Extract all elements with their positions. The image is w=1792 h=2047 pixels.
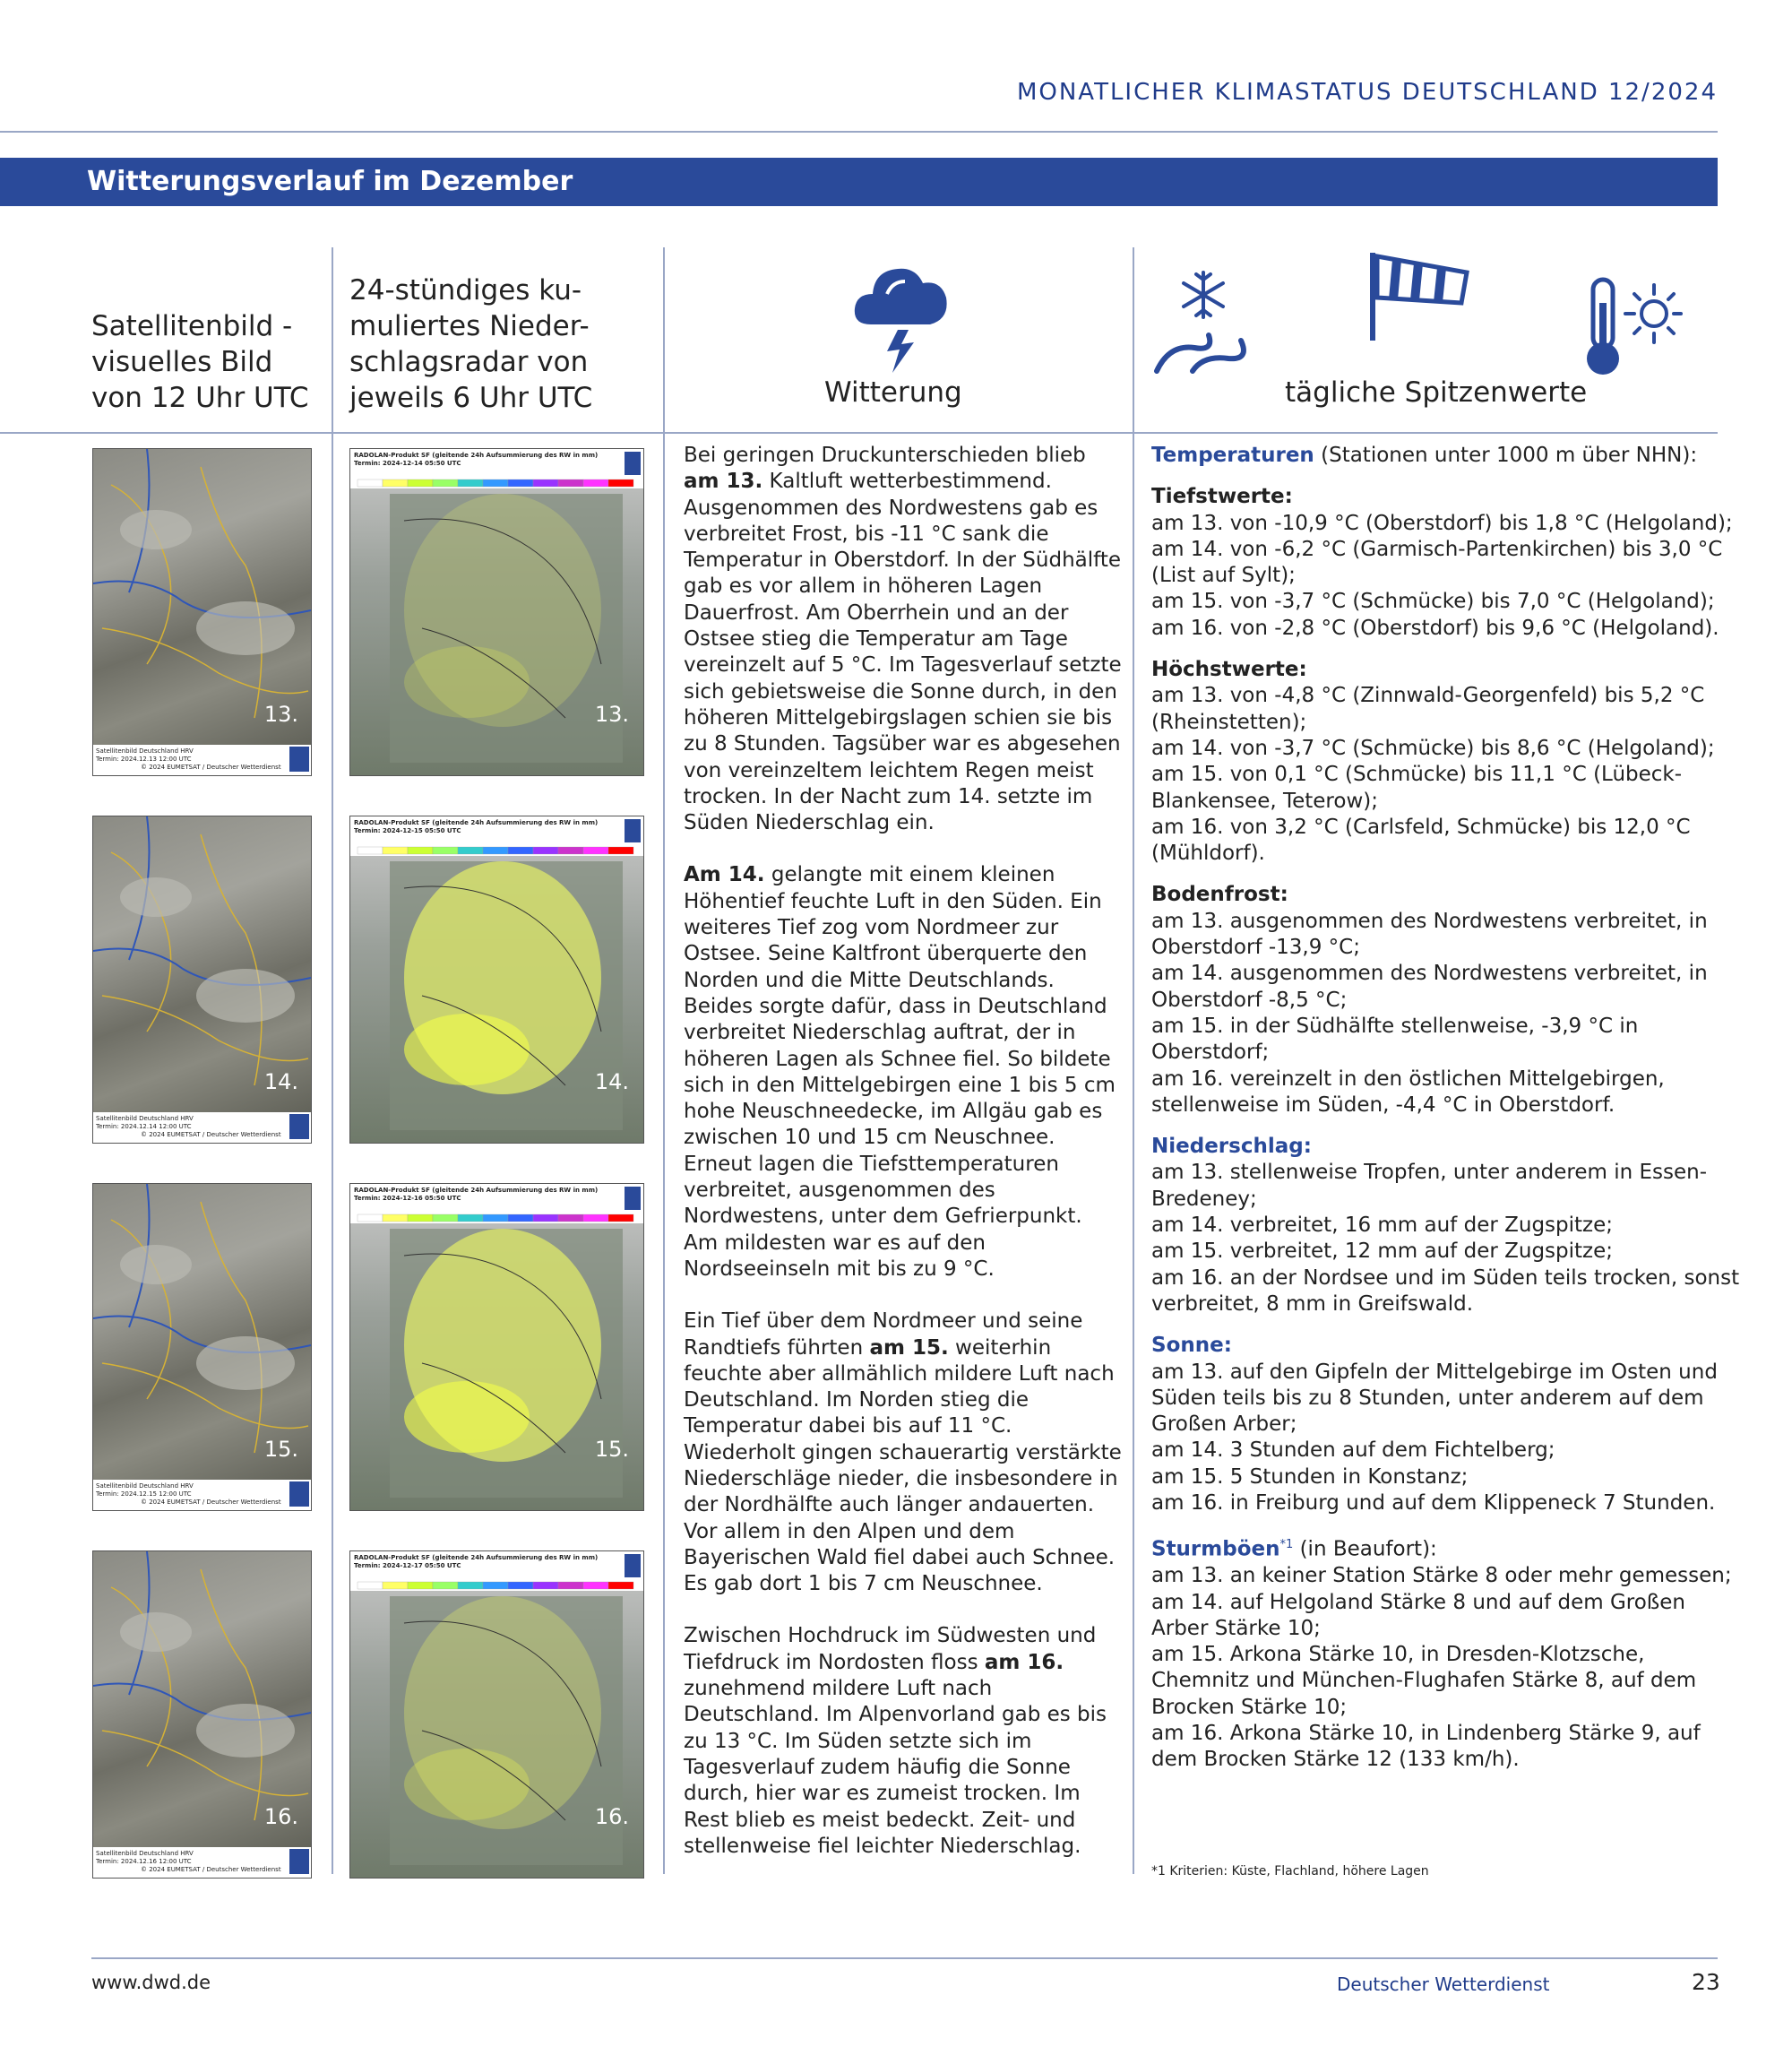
running-header: MONATLICHER KLIMASTATUS DEUTSCHLAND 12/2024	[1016, 79, 1718, 106]
col-header-satellite	[91, 308, 309, 416]
footer-org: Deutscher Wetterdienst	[1337, 1974, 1550, 1995]
gust-item: am 14. auf Helgoland Stärke 8 und auf dem Großen Arber Stärke 10;	[1151, 1590, 1686, 1640]
caption-line: Satellitenbild Deutschland HRV	[96, 1482, 194, 1490]
column-header-rule	[0, 432, 1718, 434]
caption-line: Termin: 2024-12-16 05:50 UTC	[354, 1195, 461, 1202]
footnote: *1 Kriterien: Küste, Flachland, höhere Lagen	[1151, 1864, 1429, 1879]
caption-line: © 2024 EUMETSAT / Deutscher Wetterdienst	[141, 1499, 281, 1506]
frost-title: Bodenfrost:	[1151, 883, 1288, 907]
col-header-line: 24-stündiges ku-	[349, 274, 582, 307]
precip-item: am 14. verbreitet, 16 mm auf der Zugspitze;	[1151, 1214, 1614, 1238]
col-separator-2	[663, 247, 665, 1874]
precip-block	[1151, 1134, 1741, 1317]
gust-item: am 13. an keiner Station Stärke 8 oder mehr gemessen;	[1151, 1564, 1732, 1588]
radar-image	[349, 1550, 644, 1879]
max-item: am 16. von 3,2 °C (Carlsfeld, Schmücke) bis 12,0 °C (Mühldorf).	[1151, 815, 1691, 866]
caption-line: RADOLAN-Produkt SF (gleitende 24h Aufsummierung des RW in mm)	[354, 819, 599, 826]
min-title: Tiefstwerte:	[1151, 485, 1293, 509]
day-label: 13.	[594, 702, 629, 727]
caption-line: RADOLAN-Produkt SF (gleitende 24h Aufsummierung des RW in mm)	[354, 1187, 599, 1194]
gust-item: am 16. Arkona Stärke 10, in Lindenberg Stärke 9, auf dem Brocken Stärke 12 (133 km/h).	[1151, 1722, 1701, 1772]
sun-item: am 15. 5 Stunden in Konstanz;	[1151, 1464, 1469, 1489]
thermometer-sun-icon	[1575, 276, 1683, 379]
windsock-icon	[1366, 249, 1474, 343]
max-title: Höchstwerte:	[1151, 658, 1307, 682]
caption-line: Termin: 2024.12.14 12:00 UTC	[96, 1123, 192, 1130]
min-block	[1151, 484, 1741, 642]
dwd-logo-icon	[289, 1114, 309, 1139]
col-header-peaks: tägliche Spitzenwerte	[1285, 376, 1588, 409]
cloud-lightning-icon	[851, 255, 950, 376]
caption-line: Termin: 2024.12.15 12:00 UTC	[96, 1490, 192, 1498]
temperature-heading: Temperaturen (Stationen unter 1000 m über NHN):	[1151, 444, 1698, 467]
day-label: 16.	[263, 1804, 298, 1829]
precip-item: am 13. stellenweise Tropfen, unter anderem in Essen-Bredeney;	[1151, 1161, 1708, 1211]
caption-line: RADOLAN-Produkt SF (gleitende 24h Aufsummierung des RW in mm)	[354, 452, 599, 459]
max-item: am 13. von -4,8 °C (Zinnwald-Georgenfeld) bis 5,2 °C (Rheinstetten);	[1151, 684, 1705, 734]
dwd-logo-icon	[289, 1481, 309, 1507]
footer-rule	[91, 1957, 1718, 1959]
sun-item: am 13. auf den Gipfeln der Mittelgebirge im Osten und Süden teils bis zu 8 Stunden, unter anderem auf dem Großen Arber;	[1151, 1360, 1718, 1437]
footer-url[interactable]: www.dwd.de	[91, 1972, 211, 1993]
day-label: 16.	[594, 1804, 629, 1829]
frost-item: am 13. ausgenommen des Nordwestens verbreitet, in Oberstdorf -13,9 °C;	[1151, 909, 1708, 960]
caption-line: Termin: 2024-12-14 05:50 UTC	[354, 460, 461, 467]
col-header-radar	[349, 272, 592, 416]
frost-item: am 14. ausgenommen des Nordwestens verbreitet, in Oberstdorf -8,5 °C;	[1151, 962, 1708, 1012]
caption-line: © 2024 EUMETSAT / Deutscher Wetterdienst	[141, 1131, 281, 1138]
col-header-line: Satellitenbild -	[91, 310, 293, 342]
precip-item: am 16. an der Nordsee und im Süden teils trocken, sonst verbreitet, 8 mm in Greifswald.	[1151, 1265, 1740, 1316]
day-label: 14.	[594, 1069, 629, 1094]
col-header-line: schlagsradar von	[349, 346, 589, 378]
min-item: am 13. von -10,9 °C (Oberstdorf) bis 1,8 °C (Helgoland);	[1151, 511, 1733, 535]
peaks-text	[1151, 443, 1741, 1789]
col-header-line: jeweils 6 Uhr UTC	[349, 382, 593, 414]
satellite-image	[92, 1183, 312, 1511]
dwd-logo-icon	[289, 1849, 309, 1874]
gust-item: am 15. Arkona Stärke 10, in Dresden-Klotzsche, Chemnitz und München-Flughafen Stärke 8, auf dem Brocken Stärke 10;	[1151, 1643, 1697, 1719]
precip-item: am 15. verbreitet, 12 mm auf der Zugspitze;	[1151, 1239, 1614, 1264]
min-item: am 14. von -6,2 °C (Garmisch-Partenkirchen) bis 3,0 °C (List auf Sylt);	[1151, 537, 1723, 588]
day-label: 14.	[263, 1069, 298, 1094]
col-header-weather: Witterung	[824, 376, 962, 409]
dwd-logo-icon	[289, 747, 309, 772]
section-bar	[0, 158, 1718, 206]
max-item: am 15. von 0,1 °C (Schmücke) bis 11,1 °C (Lübeck-Blankensee, Teterow);	[1151, 763, 1683, 813]
satellite-image	[92, 1550, 312, 1879]
col-header-line: von 12 Uhr UTC	[91, 382, 309, 414]
col-header-line: visuelles Bild	[91, 346, 273, 378]
weather-paragraph-16: Zwischen Hochdruck im Südwesten und Tiefdruck im Nordosten floss am 16. zunehmend mildere Luft nach Deutschland. Im Alpenvorland gab es bis zu 13 °C. Im Süden setzte sich im Tagesverlauf zudem häufig die Sonne durch, hier war es zumeist trocken. Im Rest blieb es meist bedeckt. Zeit- und stellenweise fiel leichter Niederschlag.	[684, 1624, 1107, 1858]
page-number: 23	[1692, 1969, 1720, 1995]
gust-heading: Sturmböen$^{*1}$ (in Beaufort):	[1151, 1537, 1437, 1561]
col-separator-1	[332, 247, 333, 1874]
col-header-line: muliertes Nieder-	[349, 310, 590, 342]
header-rule	[0, 131, 1718, 133]
satellite-image	[92, 816, 312, 1144]
precip-title: Niederschlag:	[1151, 1135, 1312, 1159]
caption-line: Termin: 2024-12-15 05:50 UTC	[354, 827, 461, 834]
caption-line: Termin: 2024.12.13 12:00 UTC	[96, 756, 192, 763]
weather-text	[684, 443, 1123, 1886]
min-item: am 15. von -3,7 °C (Schmücke) bis 7,0 °C (Helgoland);	[1151, 590, 1715, 614]
sun-item: am 14. 3 Stunden auf dem Fichtelberg;	[1151, 1438, 1555, 1463]
day-label: 15.	[263, 1437, 298, 1462]
caption-line: Termin: 2024-12-17 05:50 UTC	[354, 1562, 461, 1569]
min-item: am 16. von -2,8 °C (Oberstdorf) bis 9,6 °C (Helgoland).	[1151, 616, 1719, 640]
frost-item: am 16. vereinzelt in den östlichen Mittelgebirgen, stellenweise im Süden, -4,4 °C in Oberstdorf.	[1151, 1067, 1665, 1117]
sun-item: am 16. in Freiburg und auf dem Klippeneck 7 Stunden.	[1151, 1490, 1716, 1515]
caption-line: © 2024 EUMETSAT / Deutscher Wetterdienst	[141, 1866, 281, 1873]
gust-block	[1151, 1532, 1741, 1773]
weather-paragraph-14: Am 14. gelangte mit einem kleinen Höhentief feuchte Luft in den Süden. Ein weiteres Tief zog vom Nordmeer zur Ostsee. Seine Kaltfront überquerte den Norden und die Mitte Deutschlands. Beides sorgte dafür, dass in Deutschland verbreitet Niederschlag auftrat, der in höheren Lagen als Schnee fiel. So bildete sich in den Mittelgebirgen eine 1 bis 5 cm hohe Neuschneedecke, im Allgäu gab es zwischen 10 und 15 cm Neuschnee. Erneut lagen die Tiefsttemperaturen verbreitet, ausgenommen des Nordwestens, unter dem Gefrierpunkt. Am mildesten war es auf den Nordseeinseln mit bis zu 9 °C.	[684, 863, 1116, 1281]
day-label: 15.	[594, 1437, 629, 1462]
caption-line: © 2024 EUMETSAT / Deutscher Wetterdienst	[141, 764, 281, 771]
snow-road-icon	[1151, 265, 1259, 377]
caption-line: Satellitenbild Deutschland HRV	[96, 747, 194, 755]
satellite-image	[92, 448, 312, 776]
radar-image	[349, 816, 644, 1144]
caption-line: Satellitenbild Deutschland HRV	[96, 1115, 194, 1122]
sun-title: Sonne:	[1151, 1334, 1232, 1358]
max-block	[1151, 657, 1741, 867]
weather-paragraph-13: Bei geringen Druckunterschieden blieb am 13. Kaltluft wetterbestimmend. Ausgenommen des Nordwestens gab es verbreitet Frost, bis -11 °C sank die Temperatur in Oberstdorf. In der Südhälfte gab es vor allem in höheren Lagen Dauerfrost. Am Oberrhein und an der Ostsee stieg die Temperatur am Tage vereinzelt auf 5 °C. Im Tagesverlauf setzte sich gebietsweise die Sonne durch, in den höheren Mittelgebirgslagen schien sie bis zu 8 Stunden. Tagsüber war es abgesehen von vereinzeltem leichtem Regen meist trocken. In der Nacht zum 14. setzte im Süden Niederschlag ein.	[684, 444, 1122, 835]
radar-image	[349, 448, 644, 776]
sun-block	[1151, 1333, 1741, 1516]
frost-item: am 15. in der Südhälfte stellenweise, -3,9 °C in Oberstdorf;	[1151, 1014, 1639, 1065]
frost-block	[1151, 882, 1741, 1119]
col-separator-3	[1133, 247, 1134, 1874]
caption-line: RADOLAN-Produkt SF (gleitende 24h Aufsummierung des RW in mm)	[354, 1554, 599, 1561]
section-title: Witterungsverlauf im Dezember	[87, 166, 573, 197]
max-item: am 14. von -3,7 °C (Schmücke) bis 8,6 °C (Helgoland);	[1151, 736, 1715, 760]
caption-line: Termin: 2024.12.16 12:00 UTC	[96, 1858, 192, 1865]
radar-image	[349, 1183, 644, 1511]
day-label: 13.	[263, 702, 298, 727]
weather-paragraph-15: Ein Tief über dem Nordmeer und seine Randtiefs führten am 15. weiterhin feuchte aber allmählich mildere Luft nach Deutschland. Im Norden stieg die Temperatur dabei bis auf 11 °C. Wiederholt gingen schauerartig verstärkte Niederschläge nieder, die insbesondere in der Nordhälfte auch länger andauerten. Vor allem in den Alpen und dem Bayerischen Wald fiel dabei auch Schnee. Es gab dort 1 bis 7 cm Neuschnee.	[684, 1309, 1122, 1596]
caption-line: Satellitenbild Deutschland HRV	[96, 1850, 194, 1857]
